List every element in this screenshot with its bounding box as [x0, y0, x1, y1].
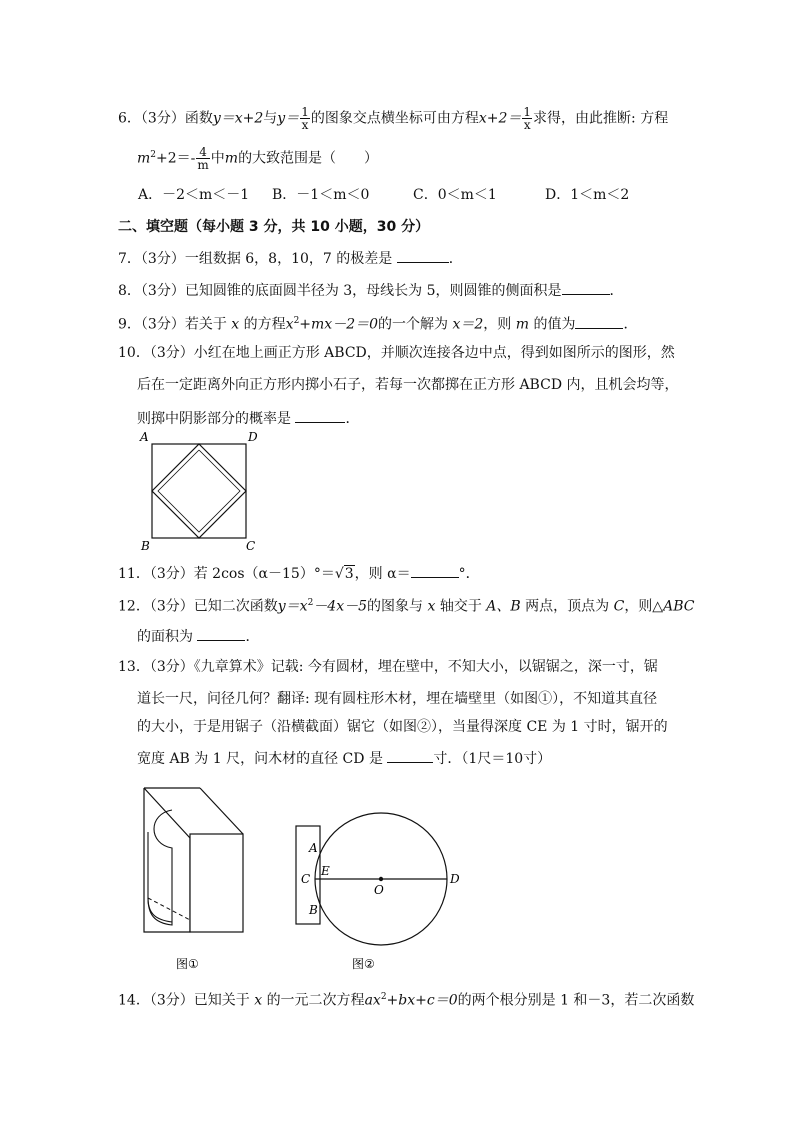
fraction: $\frac{4}{m}$ [197, 145, 209, 173]
q13-figure-1 [130, 780, 260, 975]
q10-square-figure [138, 430, 263, 552]
fraction: $\frac{1}{x}$ [523, 105, 532, 132]
label-e: E [321, 864, 330, 878]
q11: 11．（3分）若 2cos（α－15）°＝√3，则 α＝ °． [118, 563, 480, 583]
q14: 14．（3分）已知关于 x 的一元二次方程$ax^2+bx+c=0$的两个根分别是 1 和－3，若二次函数 [118, 992, 695, 1009]
q6-option-d: D．1＜m＜2 [545, 187, 630, 203]
answer-blank[interactable] [387, 748, 433, 763]
answer-blank[interactable] [562, 280, 610, 295]
q10-line2: 后在一定距离外向正方形内掷小石子，若每一次都掷在正方形 ABCD 内，且机会均等， [137, 377, 679, 393]
log-cylinder [148, 810, 172, 925]
label-b: B [141, 539, 150, 553]
q6-line2: $m^2+2=-$ $\frac{4}{m}$ 中m的大致范围是（ ） [137, 145, 379, 173]
q13-figure-2 [290, 810, 480, 980]
label-o: O [374, 883, 384, 897]
q6-option-a: A．－2＜m＜－1 [138, 187, 250, 203]
inner-square [152, 444, 246, 538]
wall-front-face [190, 834, 243, 932]
label-c: C [301, 872, 311, 886]
answer-blank[interactable] [295, 408, 345, 423]
q10-line1: 10．（3分）小红在地上画正方形 ABCD，并顺次连接各边中点，得到如图所示的图形，然 [118, 345, 675, 361]
label-b: B [309, 903, 318, 917]
inner-square-offset [158, 450, 240, 532]
q12-line1: 12．（3分）已知二次函数$y=x^2-4x-5$的图象与 x 轴交于 A、B 两点，顶点为 C，则△ABC [118, 598, 695, 615]
q12-line2: 的面积为 ． [137, 626, 259, 646]
q6-option-c: C．0＜m＜1 [413, 187, 497, 203]
section-heading: 二、填空题（每小题 3 分，共 10 小题，30 分） [118, 219, 430, 235]
q13-line2: 道长一尺，问径几何？翻译: 现有圆柱形木材，埋在墙壁里（如图①），不知道其直径 [137, 691, 658, 707]
q10-line3: 则掷中阴影部分的概率是 ． [137, 408, 359, 428]
q6-option-b: B．－1＜m＜0 [272, 187, 370, 203]
label-a: A [309, 841, 318, 855]
answer-blank[interactable] [197, 626, 245, 641]
answer-blank[interactable] [397, 248, 449, 263]
q6-line1: 6．（3分）函数y＝x+2与y＝ $\frac{1}{x}$ 的图象交点横坐标可由方程x+2＝ $\frac{1}{x}$ 求得，由此推断: 方程 [118, 105, 669, 132]
figure-1-caption: 图① [176, 957, 199, 971]
label-c: C [246, 539, 256, 553]
label-d: D [248, 430, 258, 444]
center-point-o [379, 877, 383, 881]
answer-blank[interactable] [575, 314, 623, 329]
q9: 9．（3分）若关于 x 的方程$x^2+mx-2=0$的一个解为 x＝2，则 m 的值为 ． [118, 312, 637, 334]
square-abcd [152, 444, 246, 538]
label-d: D [450, 872, 460, 886]
answer-blank[interactable] [411, 563, 459, 578]
q13-line3: 的大小，于是用锯子（沿横截面）锯它（如图②），当量得深度 CE 为 1 寸时，锯开的 [137, 719, 668, 735]
q7: 7．（3分）一组数据 6，8，10，7 的极差是 ． [118, 248, 463, 268]
q13-line4: 宽度 AB 为 1 尺，问木材的直径 CD 是 寸．（1尺＝10寸） [137, 748, 551, 768]
q8: 8．（3分）已知圆锥的底面圆半径为 3，母线长为 5，则圆锥的侧面积是 ． [118, 280, 624, 300]
q6-number: 6． [118, 110, 141, 127]
q13-line1: 13．（3分）《九章算术》记载: 今有圆材，埋在壁中，不知大小，以锯锯之，深一寸，锯 [118, 659, 658, 675]
figure-2-caption: 图② [352, 957, 375, 971]
fraction: $\frac{1}{x}$ [301, 105, 309, 132]
label-a: A [140, 430, 149, 444]
